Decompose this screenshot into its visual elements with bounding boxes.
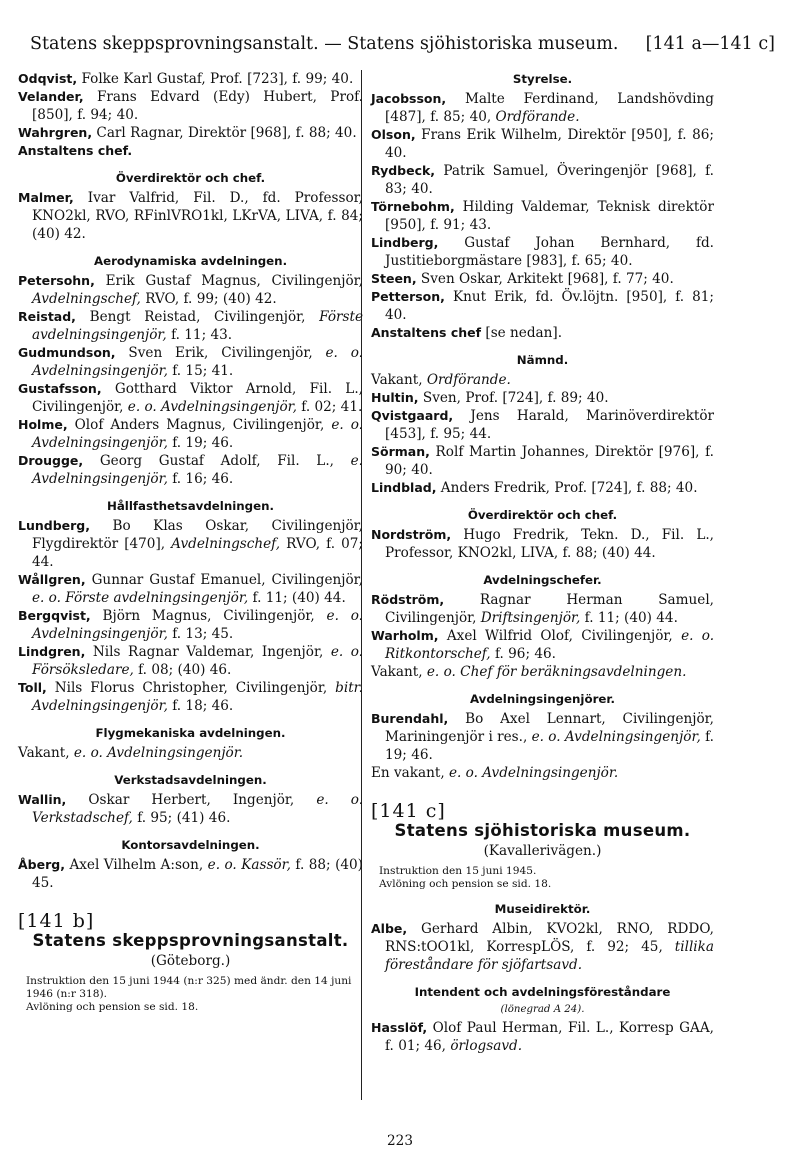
entry-olson: Olson, Frans Erik Wilhelm, Direktör [950], f. 86; 40. xyxy=(371,127,714,161)
section-title-sjohistoriska: Statens sjöhistoriska museum. xyxy=(394,821,691,840)
entry-wahrgren: Wahrgren, Carl Ragnar, Direktör [968], f. 88; 40. xyxy=(18,125,357,141)
heading-intendent: Intendent och avdelningsföreståndare xyxy=(414,985,671,999)
heading-avdelningschefer: Avdelningschefer. xyxy=(483,573,602,587)
entry-vakant-ordf: Vakant, Ordförande. xyxy=(371,372,511,388)
section-code-141b: [141 b] xyxy=(18,910,95,932)
heading-avdelningsingenjorer: Avdelningsingenjörer. xyxy=(469,692,616,706)
heading-museidirektor: Museidirektör. xyxy=(494,902,591,916)
section-subtitle-kavallerivagen: (Kavallerivägen.) xyxy=(483,843,602,859)
entry-petersohn: Petersohn, Erik Gustaf Magnus, Civilingenjör, Avdelningschef, RVO, f. 99; (40) 42. xyxy=(18,273,363,307)
note-avloning: Avlöning och pension se sid. 18. xyxy=(26,1001,199,1013)
entry-wallgren: Wållgren, Gunnar Gustaf Emanuel, Civilingenjör, e. o. Förste avdelningsingenjör, f. 11; (40) 44. xyxy=(18,572,363,606)
running-header-title: Statens skeppsprovningsanstalt. — Statens sjöhistoriska museum. xyxy=(30,34,619,54)
entry-petterson: Petterson, Knut Erik, fd. Öv.löjtn. [950], f. 81; 40. xyxy=(371,289,715,323)
note-instruktion-2: Instruktion den 15 juni 1945. xyxy=(379,865,537,877)
running-header xyxy=(30,34,775,58)
entry-odqvist: Odqvist, Folke Karl Gustaf, Prof. [723], f. 99; 40. xyxy=(18,71,354,87)
entry-gudmundson: Gudmundson, Sven Erik, Civilingenjör, e. o. Avdelningsingenjör, f. 15; 41. xyxy=(18,345,363,379)
entry-burendahl: Burendahl, Bo Axel Lennart, Civilingenjör, Mariningenjör i res., e. o. Avdelningsingenjör, f. 19; 46. xyxy=(371,711,714,763)
heading-aerodynamiska: Aerodynamiska avdelningen. xyxy=(93,254,288,268)
entry-hasslof: Hasslöf, Olof Paul Herman, Fil. L., Korresp GAA, f. 01; 46, örlogsavd. xyxy=(371,1020,714,1054)
entry-warholm: Warholm, Axel Wilfrid Olof, Civilingenjör, e. o. Ritkontorschef, f. 96; 46. xyxy=(371,628,715,662)
heading-kontor: Kontorsavdelningen. xyxy=(121,838,260,852)
section-subtitle-goteborg: (Göteborg.) xyxy=(150,953,231,969)
entry-toll: Toll, Nils Florus Christopher, Civilingenjör, bitr. Avdelningsingenjör, f. 18; 46. xyxy=(18,680,363,714)
entry-qvistgaard: Qvistgaard, Jens Harald, Marinöverdirektör [453], f. 95; 44. xyxy=(371,408,714,442)
running-header-section: [141 a—141 c] xyxy=(645,34,775,54)
entry-lindberg: Lindberg, Gustaf Johan Bernhard, fd. Justitieborgmästare [983], f. 65; 40. xyxy=(371,235,715,269)
entry-aberg: Åberg, Axel Vilhelm A:son, e. o. Kassör, f. 88; (40) 45. xyxy=(18,857,363,891)
entry-holme: Holme, Olof Anders Magnus, Civilingenjör, e. o. Avdelningsingenjör, f. 19; 46. xyxy=(18,417,363,451)
entry-steen: Steen, Sven Oskar, Arkitekt [968], f. 77; 40. xyxy=(371,271,674,287)
note-avloning-2: Avlöning och pension se sid. 18. xyxy=(379,878,552,890)
heading-overdirektor: Överdirektör och chef. xyxy=(115,171,266,185)
section-title-skeppsprovning: Statens skeppsprovningsanstalt. xyxy=(32,931,349,950)
entry-hultin: Hultin, Sven, Prof. [724], f. 89; 40. xyxy=(371,390,609,406)
right-column xyxy=(371,70,714,1055)
entry-vakant-chef: Vakant, e. o. Chef för beräkningsavdelningen. xyxy=(371,664,687,680)
entry-rodstrom: Rödström, Ragnar Herman Samuel, Civilingenjör, Driftsingenjör, f. 11; (40) 44. xyxy=(371,592,714,626)
page-number: 223 xyxy=(387,1133,413,1149)
entry-lindblad: Lindblad, Anders Fredrik, Prof. [724], f. 88; 40. xyxy=(371,480,698,496)
heading-overdirektor-2: Överdirektör och chef. xyxy=(467,508,618,522)
heading-styrelse: Styrelse. xyxy=(512,72,573,86)
entry-malmer: Malmer, Ivar Valfrid, Fil. D., fd. Professor, KNO2kl, RVO, RFinlVRO1kl, LKrVA, LIVA, f. 84; (40) 42. xyxy=(18,190,363,242)
entry-tornebohm: Törnebohm, Hilding Valdemar, Teknisk direktör [950], f. 91; 43. xyxy=(371,199,714,233)
entry-reistad: Reistad, Bengt Reistad, Civilingenjör, Förste avdelningsingenjör, f. 11; 43. xyxy=(18,309,363,343)
entry-jacobsson: Jacobsson, Malte Ferdinand, Landshövding [487], f. 85; 40, Ordförande. xyxy=(371,91,714,125)
entry-lindgren: Lindgren, Nils Ragnar Valdemar, Ingenjör, e. o. Försöksledare, f. 08; (40) 46. xyxy=(18,644,364,678)
entry-anstaltens-chef: Anstaltens chef. xyxy=(18,143,133,158)
heading-intendent-lonegrad: (lönegrad A 24). xyxy=(500,1004,585,1015)
entry-sorman: Sörman, Rolf Martin Johannes, Direktör [976], f. 90; 40. xyxy=(371,444,715,478)
entry-albe: Albe, Gerhard Albin, KVO2kl, RNO, RDDO, RNS:tOO1kl, KorrespLÖS, f. 92; 45, tillika föreståndare för sjöfartsavd. xyxy=(371,921,715,973)
entry-drougge: Drougge, Georg Gustaf Adolf, Fil. L., e. Avdelningsingenjör, f. 16; 46. xyxy=(18,453,364,487)
section-code-141c: [141 c] xyxy=(371,800,446,822)
heading-hallfasthet: Hållfasthetsavdelningen. xyxy=(106,499,275,513)
entry-bergqvist: Bergqvist, Björn Magnus, Civilingenjör, e. o. Avdelningsingenjör, f. 13; 45. xyxy=(18,608,363,642)
entry-wallin: Wallin, Oskar Herbert, Ingenjör, e. o. Verkstadschef, f. 95; (41) 46. xyxy=(18,792,364,826)
entry-anstaltens-chef-ref: Anstaltens chef [se nedan]. xyxy=(371,325,563,341)
entry-gustafsson: Gustafsson, Gotthard Viktor Arnold, Fil. L., Civilingenjör, e. o. Avdelningsingenjör, f. 02; 41. xyxy=(18,381,363,415)
entry-en-vakant: En vakant, e. o. Avdelningsingenjör. xyxy=(371,765,619,781)
heading-flygmekaniska: Flygmekaniska avdelningen. xyxy=(95,726,286,740)
note-instruktion: Instruktion den 15 juni 1944 (n:r 325) med ändr. den 14 juni 1946 (n:r 318). xyxy=(26,975,352,1000)
entry-velander: Velander, Frans Edvard (Edy) Hubert, Prof. [850], f. 94; 40. xyxy=(18,89,363,123)
entry-rydbeck: Rydbeck, Patrik Samuel, Överingenjör [968], f. 83; 40. xyxy=(371,163,714,197)
left-column xyxy=(18,70,363,1014)
entry-vakant-flyg: Vakant, e. o. Avdelningsingenjör. xyxy=(18,745,244,761)
entry-nordstrom: Nordström, Hugo Fredrik, Tekn. D., Fil. L., Professor, KNO2kl, LIVA, f. 88; (40) 44. xyxy=(371,527,714,561)
entry-lundberg: Lundberg, Bo Klas Oskar, Civilingenjör, Flygdirektör [470], Avdelningschef, RVO, f. 07; 44. xyxy=(18,518,363,570)
heading-namnd: Nämnd. xyxy=(516,353,569,367)
heading-verkstad: Verkstadsavdelningen. xyxy=(114,773,267,787)
